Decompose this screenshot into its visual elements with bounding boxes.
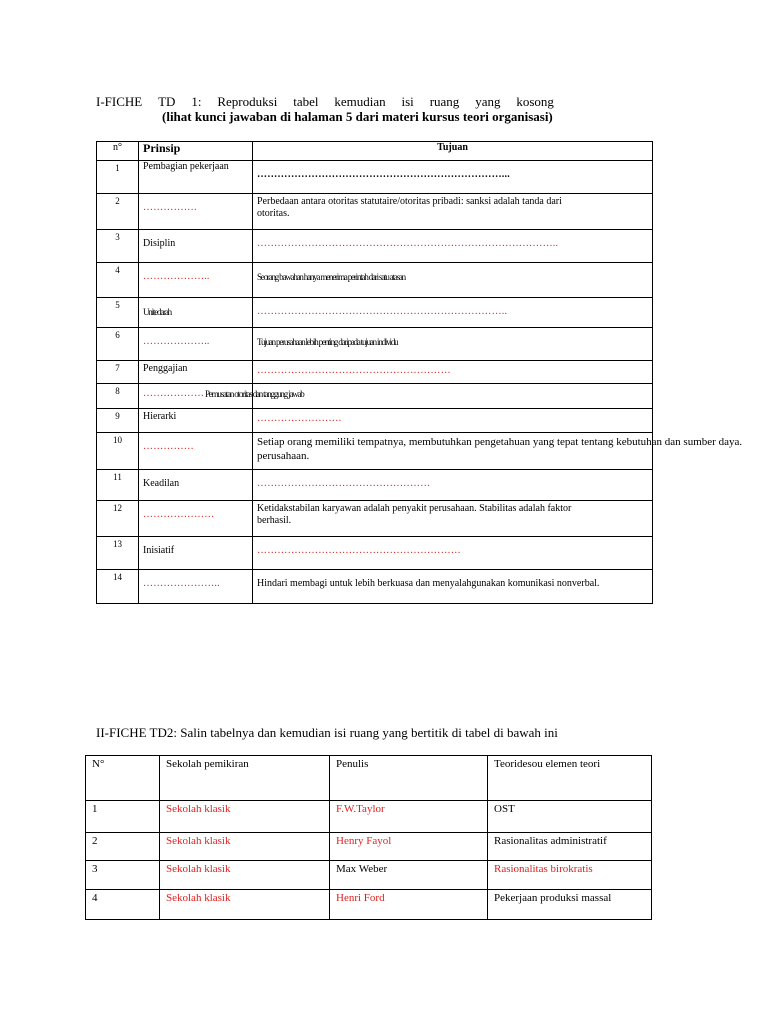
row-number: 1: [86, 801, 160, 833]
row-number: 10: [97, 433, 139, 470]
header-no: N°: [86, 756, 160, 801]
row-number: 2: [86, 833, 160, 861]
teori-cell: OST: [488, 801, 652, 833]
table-row: [97, 570, 653, 604]
row-number: 13: [97, 537, 139, 570]
prinsip-blank: …………….: [143, 202, 197, 213]
tujuan-cell: Ketidakstabilan karyawan adalah penyakit perusahaan. Stabilitas adalah faktor berhasil.: [257, 503, 572, 526]
tujuan-cell: Perbedaan antara otoritas statutaire/otoritas pribadi: sanksi adalah tanda dari otoritas.: [257, 196, 562, 219]
prinsip-blank: …………………: [143, 509, 215, 520]
penulis-cell: Henry Fayol: [330, 833, 488, 861]
header-teori: Teoridesou elemen teori: [488, 756, 652, 801]
table-row: [97, 161, 653, 194]
prinsip-blank: …………………..: [143, 578, 220, 589]
teori-cell: Rasionalitas administratif: [488, 833, 652, 861]
tujuan-blank: …………………….: [257, 413, 342, 424]
row-number: 2: [97, 194, 139, 230]
table-row: [97, 194, 653, 230]
sekolah-cell: Sekolah klasik: [160, 801, 330, 833]
prinsip-blank: ………………..: [143, 336, 210, 347]
tujuan-cell: Pemusatan otoritas dan tanggung jawab: [205, 389, 304, 399]
title-word: 1:: [191, 94, 202, 109]
table-row: [86, 861, 652, 890]
tujuan-blank: …………………………………………………: [257, 365, 451, 376]
table-header-row: [97, 142, 653, 161]
tujuan-blank: ………………………………………………………………...: [257, 169, 510, 180]
table-row: [97, 537, 653, 570]
table-row: [97, 470, 653, 501]
row-number: 6: [97, 328, 139, 361]
table-row: [97, 230, 653, 263]
row-number: 8: [97, 384, 139, 409]
row-number: 7: [97, 361, 139, 384]
tujuan-cell: Hindari membagi untuk lebih berkuasa dan menyalahgunakan komunikasi nonverbal.: [257, 578, 600, 589]
header-prinsip: Prinsip: [139, 142, 253, 161]
tujuan-cell: Tujuan perusahaan lebih penting daripada tujuan individu: [257, 337, 398, 347]
prinsip-blank: ……………: [143, 441, 194, 452]
tujuan-blank: ……………………………………………………: [257, 545, 461, 556]
title-word: isi: [401, 94, 414, 109]
prinsip-cell: Hierarki: [143, 411, 177, 422]
table-row: [97, 328, 653, 361]
title-word: I-FICHE: [96, 94, 143, 109]
table-row: [97, 409, 653, 433]
table-row: [86, 833, 652, 861]
row-number: 12: [97, 501, 139, 537]
table-row: [86, 801, 652, 833]
table-row: [86, 890, 652, 920]
table-row: [97, 361, 653, 384]
penulis-cell: F.W.Taylor: [330, 801, 488, 833]
header-penulis: Penulis: [330, 756, 488, 801]
table-row: [97, 501, 653, 537]
row-number: 4: [97, 263, 139, 298]
prinsip-cell: Inisiatif: [143, 545, 175, 556]
teori-cell: Rasionalitas birokratis: [488, 861, 652, 890]
title-word: kosong: [516, 94, 554, 109]
tujuan-cell: Seorang bawahan hanya menerima perintah dari satu atasan: [257, 272, 405, 282]
header-tujuan: Tujuan: [253, 142, 653, 161]
penulis-cell: Henri Ford: [330, 890, 488, 920]
title-word: TD: [158, 94, 176, 109]
prinsip-blank: ………………..: [143, 271, 210, 282]
row-number: 14: [97, 570, 139, 604]
title-word: kemudian: [334, 94, 386, 109]
prinsip-cell: Keadilan: [143, 478, 180, 489]
prinsip-cell: Disiplin: [143, 238, 176, 249]
title-word: yang: [475, 94, 501, 109]
row-number: 3: [86, 861, 160, 890]
table-row: [97, 298, 653, 328]
tujuan-blank: ……………………………………………: [257, 478, 431, 489]
table-header-row: [86, 756, 652, 801]
row-number: 9: [97, 409, 139, 433]
tujuan-blank: ………………………………………………………………..: [257, 306, 508, 317]
row-number: 4: [86, 890, 160, 920]
prinsip-cell: Penggajian: [143, 363, 188, 374]
principles-table: [96, 141, 743, 604]
fiche1-subtitle: (lihat kunci jawaban di halaman 5 dari materi kursus teori organisasi): [162, 109, 553, 124]
sekolah-cell: Sekolah klasik: [160, 861, 330, 890]
sekolah-cell: Sekolah klasik: [160, 833, 330, 861]
header-sekolah: Sekolah pemikiran: [160, 756, 330, 801]
tujuan-blank: ……………………………………………………………………………..: [257, 238, 559, 249]
title-word: Reproduksi: [217, 94, 278, 109]
row-number: 11: [97, 470, 139, 501]
row-number: 1: [97, 161, 139, 194]
fiche1-title: [96, 94, 554, 124]
header-no: n°: [97, 142, 139, 161]
prinsip-cell: Pembagian pekerjaan: [139, 161, 253, 194]
prinsip-blank: ………………: [143, 388, 205, 399]
fiche2-title: II-FICHE TD2: Salin tabelnya dan kemudian isi ruang yang bertitik di tabel di bawah ini: [96, 725, 558, 740]
table-row: [97, 384, 653, 409]
row-number: 3: [97, 230, 139, 263]
tujuan-cell: Setiap orang memiliki tempatnya, membutuhkan pengetahuan yang tepat tentang kebutuhan dan sumber daya. perusahaan.: [257, 436, 743, 462]
table-row: [97, 433, 653, 470]
row-number: 5: [97, 298, 139, 328]
schools-table: [85, 755, 652, 920]
sekolah-cell: Sekolah klasik: [160, 890, 330, 920]
table-row: [97, 263, 653, 298]
title-word: ruang: [429, 94, 460, 109]
teori-cell: Pekerjaan produksi massal: [488, 890, 652, 920]
prinsip-cell: Unitedarah: [143, 307, 171, 317]
penulis-cell: Max Weber: [330, 861, 488, 890]
title-word: tabel: [293, 94, 319, 109]
